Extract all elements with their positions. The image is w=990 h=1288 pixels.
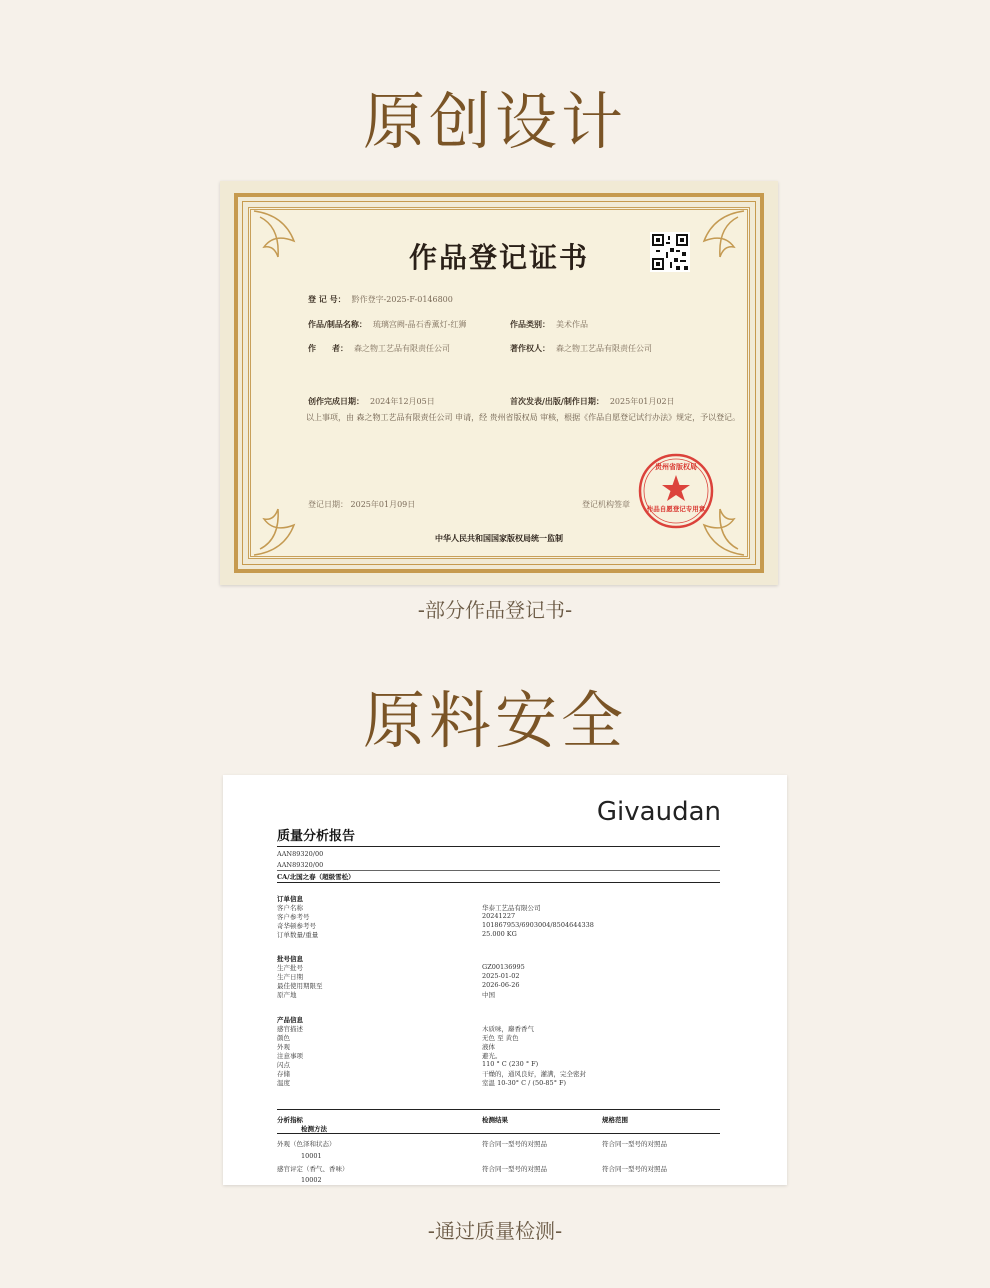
caption-certificate: -部分作品登记书-	[417, 598, 573, 622]
title-rule	[277, 846, 720, 847]
field-value: 2026-06-26	[482, 981, 520, 989]
field-label: 闪点	[277, 1061, 290, 1069]
group-heading: 产品信息	[277, 1016, 303, 1024]
header-rule	[277, 882, 720, 883]
analysis-header-result: 检测结果	[482, 1116, 508, 1124]
analysis-header-rule	[277, 1133, 720, 1134]
registration-number: 登 记 号： 黔作登字-2025-F-0146800	[308, 294, 453, 304]
svg-text:贵州省版权局: 贵州省版权局	[655, 463, 697, 471]
field-value: 20241227	[482, 912, 516, 920]
field-value: 液体	[482, 1043, 495, 1051]
header-line: CA/北国之春（超级雪松）	[277, 873, 355, 881]
field-label: 客户参考号	[277, 913, 310, 921]
field-value: 无色 至 黄色	[482, 1034, 519, 1042]
field-value: 中国	[482, 991, 495, 999]
field-label: 订单数量/重量	[277, 931, 319, 939]
svg-text:作品自愿登记专用章: 作品自愿登记专用章	[646, 505, 706, 513]
registration-date: 登记日期： 2025年01月09日	[308, 500, 416, 509]
analysis-header-method: 检测方法	[301, 1125, 327, 1133]
field-value: 110 ° C (230 ° F)	[482, 1060, 539, 1068]
certificate-title: 作品登记证书	[408, 241, 589, 274]
author: 作 者： 森之物工艺品有限责任公司	[308, 343, 450, 353]
header-rule	[277, 870, 720, 871]
certificate-footer: 中华人民共和国国家版权局统一监制	[435, 533, 563, 543]
certificate-statement: 以上事项，由 森之物工艺品有限责任公司 申请，经 贵州省版权局 审核，根据《作品自愿登记试行办法》规定，予以登记。	[306, 413, 741, 422]
field-label: 感官描述	[277, 1025, 303, 1033]
field-value: 101867953/6903004/8504644338	[482, 921, 594, 929]
analysis-header-indicator: 分析指标	[277, 1116, 303, 1124]
field-label: 颜色	[277, 1034, 290, 1042]
field-value: 避光。	[482, 1052, 502, 1060]
header-line: AAN89320/00	[277, 850, 324, 858]
qr-code-icon	[650, 232, 690, 272]
field-value: 室温 10-30° C / (50-85° F)	[482, 1079, 567, 1087]
report-title: 质量分析报告	[277, 829, 356, 844]
quality-report	[223, 775, 787, 1185]
analysis-row-spec: 符合同一型号的对照品	[602, 1140, 667, 1148]
analysis-row-method: 10001	[301, 1152, 322, 1160]
copyright-certificate	[220, 181, 778, 585]
field-label: 原产地	[277, 991, 297, 999]
work-category: 作品类别： 美术作品	[510, 319, 588, 329]
field-label: 客户名称	[277, 904, 303, 912]
copyright-owner: 著作权人： 森之物工艺品有限责任公司	[510, 343, 652, 353]
field-label: 奇华顿参考号	[277, 922, 316, 930]
field-label: 外观	[277, 1043, 290, 1051]
analysis-row-name: 感官评定（香气、香味）	[277, 1165, 349, 1173]
field-label: 最佳使用期限至	[277, 982, 323, 990]
authority-signature: 登记机构签章	[582, 500, 630, 509]
field-label: 存储	[277, 1070, 290, 1078]
field-value: 木质味，麝香香气	[482, 1025, 534, 1033]
field-label: 注意事项	[277, 1052, 303, 1060]
analysis-header-spec: 规格范围	[602, 1116, 628, 1124]
publication-date: 首次发表/出版/制作日期： 2025年01月02日	[510, 396, 675, 406]
brand-logo: Givaudan	[596, 797, 721, 827]
creation-date: 创作完成日期： 2024年12月05日	[308, 396, 435, 406]
work-name: 作品/制品名称： 琉璃宫阙-晶石香薰灯-红狮	[308, 319, 467, 329]
field-value: 华泰工艺品有限公司	[482, 904, 541, 912]
field-value: 2025-01-02	[482, 972, 520, 980]
analysis-row-spec: 符合同一型号的对照品	[602, 1165, 667, 1173]
section-title-materials: 原料安全	[362, 684, 627, 757]
field-label: 生产日期	[277, 973, 303, 981]
official-seal-stamp	[636, 451, 716, 531]
caption-report: -通过质量检测-	[427, 1219, 563, 1243]
field-value: GZ00136995	[482, 963, 525, 971]
analysis-top-rule	[277, 1109, 720, 1110]
header-line: AAN89320/00	[277, 861, 324, 869]
field-label: 温度	[277, 1079, 290, 1087]
field-value: 25.000 KG	[482, 930, 517, 938]
analysis-row-name: 外观（色泽和状态）	[277, 1140, 336, 1148]
analysis-row-result: 符合同一型号的对照品	[482, 1140, 547, 1148]
analysis-row-result: 符合同一型号的对照品	[482, 1165, 547, 1173]
field-value: 干燥的，通风良好，灌满，完全密封	[482, 1070, 586, 1078]
field-label: 生产批号	[277, 964, 303, 972]
section-title-design: 原创设计	[362, 85, 627, 158]
group-heading: 批号信息	[277, 955, 303, 963]
group-heading: 订单信息	[277, 895, 303, 903]
analysis-row-method: 10002	[301, 1176, 322, 1184]
